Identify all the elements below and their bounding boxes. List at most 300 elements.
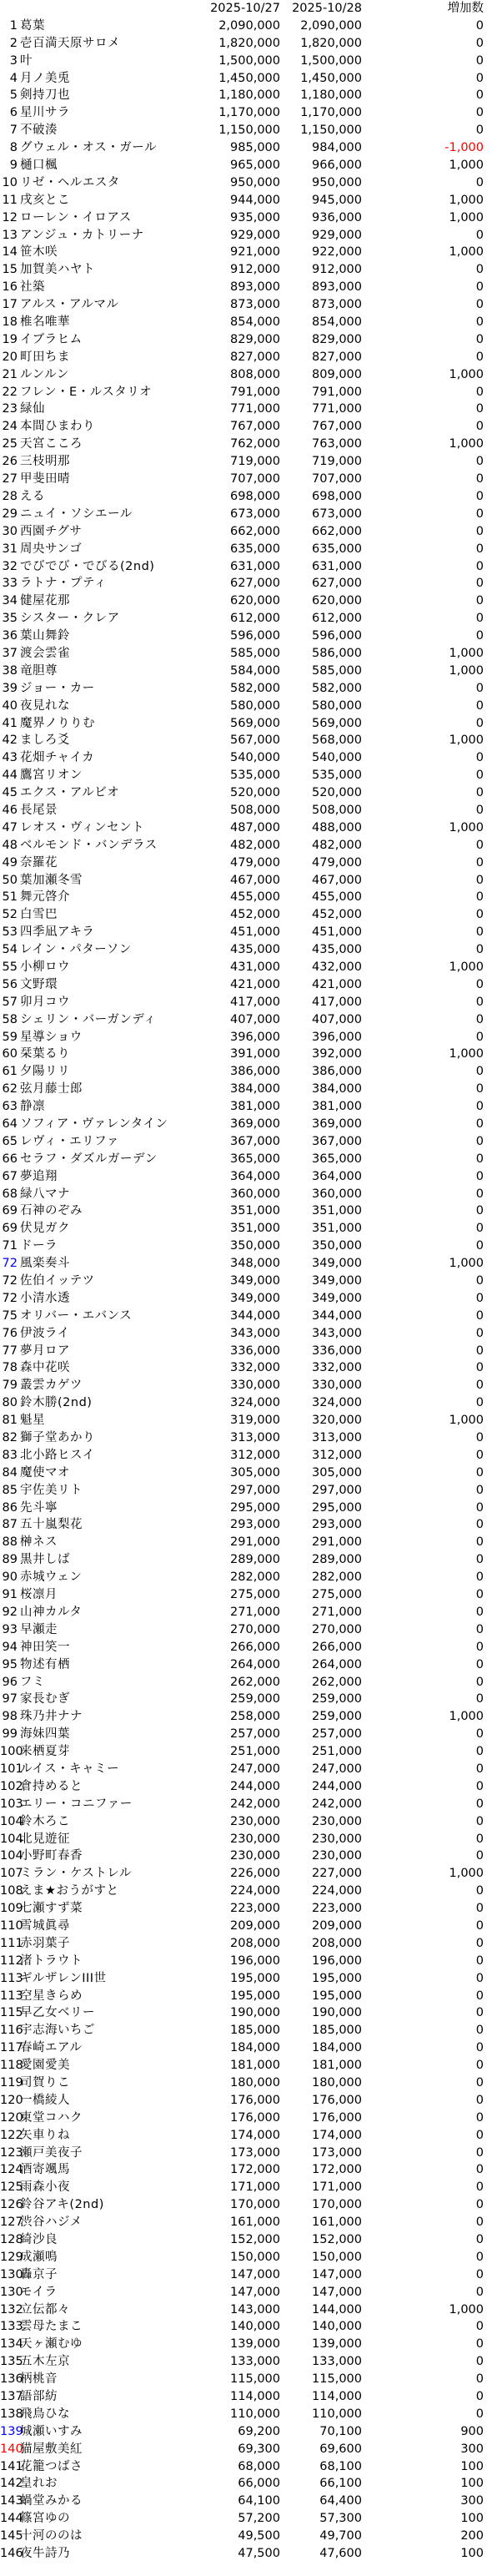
name-cell: 皇れお	[20, 2477, 58, 2491]
value-date-1-cell: 196,000	[230, 1953, 280, 1968]
name-cell: 愛園愛美	[20, 2059, 70, 2073]
table-row	[0, 1116, 492, 1133]
value-date-2-cell: 452,000	[312, 908, 362, 922]
increase-cell: 0	[475, 1953, 484, 1968]
table-row	[0, 1761, 492, 1778]
table-row	[0, 802, 492, 819]
rank-cell: 11	[2, 193, 18, 207]
name-cell: 北小路ヒスイ	[20, 1448, 95, 1462]
rank-cell: 12	[2, 210, 18, 224]
table-row	[0, 296, 492, 314]
value-date-2-cell: 293,000	[312, 1518, 362, 1532]
name-cell: ドーラ	[20, 1239, 58, 1253]
value-date-1-cell: 569,000	[230, 716, 280, 730]
name-cell: 渋谷ハジメ	[20, 2216, 83, 2230]
increase-cell: 0	[475, 2145, 484, 2160]
value-date-1-cell: 1,450,000	[218, 71, 280, 85]
value-date-1-cell: 944,000	[230, 193, 280, 207]
value-date-2-cell: 161,000	[312, 2216, 362, 2230]
value-date-2-cell: 612,000	[312, 612, 362, 626]
rank-cell: 119	[0, 2075, 23, 2090]
rank-cell: 36	[2, 629, 18, 643]
table-row	[0, 1813, 492, 1831]
rank-cell: 84	[2, 1465, 18, 1480]
value-date-1-cell: 698,000	[230, 489, 280, 503]
name-cell: ローレン・イロアス	[20, 210, 132, 224]
increase-cell: 0	[475, 124, 484, 138]
rank-cell: 53	[2, 925, 18, 940]
value-date-2-cell: 291,000	[312, 1535, 362, 1550]
table-row	[0, 2510, 492, 2528]
table-row	[0, 1202, 492, 1220]
increase-cell: 0	[475, 751, 484, 765]
rank-cell: 13	[2, 228, 18, 242]
value-date-2-cell: 144,000	[312, 2302, 362, 2316]
table-row	[0, 854, 492, 872]
rank-cell: 21	[2, 367, 18, 381]
increase-cell: 100	[460, 2547, 484, 2561]
name-cell: 宇佐美リト	[20, 1483, 83, 1497]
rank-cell: 102	[0, 1779, 23, 1793]
value-date-1-cell: 762,000	[230, 437, 280, 451]
rank-cell: 32	[2, 559, 18, 573]
rank-cell: 127	[0, 2216, 23, 2230]
name-cell: 黒井しば	[20, 1553, 70, 1567]
increase-cell: 0	[475, 1326, 484, 1340]
name-cell: 剣持刀也	[20, 88, 70, 103]
name-cell: 海妹四葉	[20, 1727, 70, 1742]
value-date-2-cell: 568,000	[312, 733, 362, 748]
increase-cell: 0	[475, 507, 484, 521]
rank-cell: 91	[2, 1588, 18, 1602]
table-row	[0, 2196, 492, 2214]
name-cell: 奈羅花	[20, 855, 58, 870]
value-date-2-cell: 133,000	[312, 2355, 362, 2369]
table-row	[0, 331, 492, 349]
rank-cell: 16	[2, 280, 18, 295]
increase-cell: 0	[475, 1500, 484, 1515]
increase-cell: 0	[475, 2233, 484, 2246]
value-date-1-cell: 295,000	[230, 1500, 280, 1515]
rank-cell: 136	[0, 2372, 23, 2387]
rank-cell: 142	[0, 2477, 23, 2491]
increase-cell: 1,000	[449, 210, 484, 224]
table-row	[0, 645, 492, 663]
table-row	[0, 1865, 492, 1883]
value-date-2-cell: 763,000	[312, 437, 362, 451]
table-row	[0, 261, 492, 279]
value-date-1-cell: 627,000	[230, 577, 280, 591]
name-cell: 空星きらめ	[20, 1989, 83, 2003]
table-row	[0, 1011, 492, 1029]
name-cell: レイン・パターソン	[20, 943, 132, 957]
rank-cell: 41	[2, 716, 18, 730]
increase-cell: 1,000	[449, 1414, 484, 1428]
table-row	[0, 1970, 492, 1988]
value-date-1-cell: 291,000	[230, 1535, 280, 1550]
name-cell: 鷹宮リオン	[20, 769, 83, 783]
increase-cell: 0	[475, 472, 484, 486]
rank-cell: 92	[2, 1605, 18, 1619]
name-cell: 天宮こころ	[20, 437, 83, 451]
value-date-2-cell: 172,000	[312, 2163, 362, 2177]
table-row	[0, 784, 492, 802]
increase-cell: 0	[475, 2320, 484, 2334]
value-date-1-cell: 185,000	[230, 2024, 280, 2038]
name-cell: イブラヒム	[20, 332, 83, 346]
value-date-2-cell: 421,000	[312, 977, 362, 991]
value-date-2-cell: 508,000	[312, 803, 362, 817]
increase-cell: 0	[475, 1030, 484, 1044]
value-date-2-cell: 47,600	[319, 2547, 362, 2561]
value-date-2-cell: 364,000	[312, 1169, 362, 1183]
rank-cell: 98	[2, 1710, 18, 1724]
rank-cell: 135	[0, 2355, 23, 2369]
value-date-1-cell: 147,000	[230, 2285, 280, 2299]
value-date-2-cell: 580,000	[312, 698, 362, 713]
table-row	[0, 2441, 492, 2458]
rank-cell: 103	[0, 1797, 23, 1811]
value-date-2-cell: 912,000	[312, 263, 362, 277]
table-row	[0, 2475, 492, 2493]
increase-cell: 0	[475, 1849, 484, 1863]
name-cell: レオス・ヴィンセント	[20, 820, 144, 834]
increase-cell: 0	[475, 298, 484, 312]
value-date-2-cell: 586,000	[312, 646, 362, 660]
name-cell: 四季凪アキラ	[20, 925, 95, 940]
increase-cell: 0	[475, 1640, 484, 1654]
value-date-2-cell: 351,000	[312, 1204, 362, 1218]
name-cell: 魔使マオ	[20, 1465, 70, 1480]
table-row	[0, 1534, 492, 1551]
increase-cell: 0	[475, 943, 484, 957]
value-date-2-cell: 209,000	[312, 1918, 362, 1933]
rank-cell: 71	[2, 1239, 18, 1253]
value-date-2-cell: 367,000	[312, 1134, 362, 1148]
name-cell: 柄桃音	[20, 2372, 58, 2387]
rank-cell: 58	[2, 1012, 18, 1026]
value-date-1-cell: 673,000	[230, 507, 280, 521]
table-row	[0, 1255, 492, 1273]
name-cell: 渚トラウト	[20, 1953, 83, 1968]
table-row	[0, 2039, 492, 2057]
name-cell: アンジュ・カトリーナ	[20, 228, 144, 242]
value-date-2-cell: 147,000	[312, 2285, 362, 2299]
name-cell: 赤城ウェン	[20, 1570, 83, 1585]
table-row	[0, 2388, 492, 2406]
increase-cell: 0	[475, 2059, 484, 2073]
rank-cell: 90	[2, 1570, 18, 1585]
value-date-1-cell: 344,000	[230, 1308, 280, 1323]
value-date-2-cell: 313,000	[312, 1431, 362, 1445]
increase-cell: 0	[475, 1588, 484, 1602]
table-row	[0, 2318, 492, 2336]
name-cell: 弦月藤士郎	[20, 1082, 83, 1096]
value-date-1-cell: 873,000	[230, 298, 280, 312]
value-date-2-cell: 479,000	[312, 855, 362, 870]
name-cell: 静凛	[20, 1100, 45, 1114]
value-date-1-cell: 935,000	[230, 210, 280, 224]
rank-cell: 28	[2, 489, 18, 503]
rank-cell: 39	[2, 681, 18, 695]
increase-cell: 0	[475, 2267, 484, 2281]
table-row	[0, 2336, 492, 2353]
header-row	[0, 0, 492, 18]
value-date-2-cell: 351,000	[312, 1222, 362, 1236]
value-date-2-cell: 582,000	[312, 681, 362, 695]
increase-cell: 0	[475, 559, 484, 573]
increase-cell: 100	[460, 2477, 484, 2491]
increase-cell: 0	[475, 1065, 484, 1079]
table-row	[0, 2371, 492, 2388]
table-row	[0, 1918, 492, 1935]
table-row	[0, 1796, 492, 1813]
table-row	[0, 122, 492, 139]
value-date-1-cell: 152,000	[230, 2233, 280, 2246]
increase-cell: 1,000	[449, 245, 484, 260]
name-cell: 戌亥とこ	[20, 193, 70, 207]
value-date-1-cell: 247,000	[230, 1762, 280, 1776]
increase-cell: 0	[475, 53, 484, 68]
increase-cell: 0	[475, 1797, 484, 1811]
table-row	[0, 209, 492, 227]
value-date-2-cell: 392,000	[312, 1047, 362, 1061]
table-row	[0, 819, 492, 837]
increase-cell: 1,000	[449, 2302, 484, 2316]
table-row	[0, 174, 492, 192]
name-cell: 魁星	[20, 1414, 45, 1428]
table-row	[0, 1186, 492, 1203]
rank-cell: 134	[0, 2337, 23, 2352]
value-date-2-cell: 242,000	[312, 1797, 362, 1811]
name-cell: 笹木咲	[20, 245, 58, 260]
rank-cell: 111	[0, 1936, 23, 1950]
value-date-1-cell: 336,000	[230, 1343, 280, 1358]
table-row	[0, 2022, 492, 2039]
increase-cell: 0	[475, 1936, 484, 1950]
rank-cell: 20	[2, 350, 18, 364]
name-cell: 榊ネス	[20, 1535, 58, 1550]
value-date-1-cell: 68,000	[238, 2459, 280, 2473]
rank-cell: 116	[0, 2024, 23, 2038]
increase-cell: 0	[475, 1274, 484, 1288]
name-cell: 天ヶ瀬むゆ	[20, 2337, 83, 2352]
name-cell: 山神カルタ	[20, 1605, 83, 1619]
increase-cell: 0	[475, 925, 484, 940]
name-cell: 家長むぎ	[20, 1692, 70, 1706]
increase-cell: 0	[475, 977, 484, 991]
increase-cell: 0	[475, 1814, 484, 1828]
increase-cell: 0	[475, 698, 484, 713]
value-date-2-cell: 176,000	[312, 2110, 362, 2125]
table-row	[0, 698, 492, 715]
increase-cell: 0	[475, 2093, 484, 2107]
increase-cell: 300	[460, 2442, 484, 2456]
name-cell: 星導ショウ	[20, 1030, 83, 1044]
value-date-1-cell: 631,000	[230, 559, 280, 573]
value-date-2-cell: 152,000	[312, 2233, 362, 2246]
value-date-2-cell: 381,000	[312, 1100, 362, 1114]
rank-cell: 30	[2, 524, 18, 538]
value-date-2-cell: 173,000	[312, 2145, 362, 2160]
value-date-1-cell: 209,000	[230, 1918, 280, 1933]
value-date-2-cell: 114,000	[312, 2390, 362, 2404]
table-row	[0, 976, 492, 994]
value-date-1-cell: 313,000	[230, 1431, 280, 1445]
name-cell: 矢車りね	[20, 2128, 70, 2142]
name-cell: 椎名唯華	[20, 315, 70, 330]
increase-cell: 0	[475, 1308, 484, 1323]
rank-cell: 107	[0, 1867, 23, 1881]
increase-cell: 0	[475, 385, 484, 399]
increase-cell: 0	[475, 402, 484, 416]
value-date-2-cell: 467,000	[312, 873, 362, 887]
value-date-1-cell: 350,000	[230, 1239, 280, 1253]
header-rank	[0, 0, 18, 18]
table-row	[0, 279, 492, 296]
table-row	[0, 959, 492, 976]
rank-cell: 122	[0, 2128, 23, 2142]
table-row	[0, 1883, 492, 1900]
increase-cell: 0	[475, 1570, 484, 1585]
name-cell: 夢追翔	[20, 1169, 58, 1183]
value-date-2-cell: 451,000	[312, 925, 362, 940]
table-row	[0, 53, 492, 70]
name-cell: 夜牛詩乃	[20, 2547, 70, 2561]
name-cell: ましろ爻	[20, 733, 70, 748]
rank-cell: 139	[0, 2424, 23, 2438]
name-cell: 周央サンゴ	[20, 542, 83, 556]
name-cell: ルンルン	[20, 367, 69, 381]
name-cell: 不破湊	[20, 124, 58, 138]
value-date-1-cell: 190,000	[230, 2006, 280, 2020]
increase-cell: 0	[475, 1779, 484, 1793]
value-date-2-cell: 349,000	[312, 1257, 362, 1271]
value-date-2-cell: 349,000	[312, 1274, 362, 1288]
value-date-2-cell: 312,000	[312, 1448, 362, 1462]
value-date-1-cell: 452,000	[230, 908, 280, 922]
increase-cell: 0	[475, 350, 484, 364]
name-cell: 蝸堂みかる	[20, 2494, 83, 2508]
rank-cell: 137	[0, 2390, 23, 2404]
table-row	[0, 1935, 492, 1953]
value-date-1-cell: 620,000	[230, 594, 280, 608]
increase-cell: 0	[475, 1187, 484, 1201]
value-date-2-cell: 1,500,000	[300, 53, 362, 68]
value-date-2-cell: 482,000	[312, 838, 362, 852]
table-row	[0, 35, 492, 53]
table-row	[0, 436, 492, 453]
table-row	[0, 575, 492, 592]
name-cell: でびでび・でびる(2nd)	[20, 559, 155, 573]
table-row	[0, 1412, 492, 1429]
rank-cell: 62	[2, 1082, 18, 1096]
increase-cell: 0	[475, 612, 484, 626]
increase-cell: 1,000	[449, 1867, 484, 1881]
value-date-1-cell: 332,000	[230, 1361, 280, 1375]
value-date-2-cell: 698,000	[312, 489, 362, 503]
table-row	[0, 192, 492, 209]
rank-cell: 46	[2, 803, 18, 817]
rank-cell: 77	[2, 1343, 18, 1358]
value-date-2-cell: 873,000	[312, 298, 362, 312]
name-cell: 東堂コハク	[20, 2110, 83, 2125]
name-cell: 風楽奏斗	[20, 1257, 70, 1271]
name-cell: 花畑チャイカ	[20, 751, 95, 765]
rank-cell: 79	[2, 1379, 18, 1393]
increase-cell: 200	[460, 2529, 484, 2543]
name-cell: 神田笑一	[20, 1640, 70, 1654]
value-date-1-cell: 479,000	[230, 855, 280, 870]
increase-cell: 0	[475, 594, 484, 608]
name-cell: ベルモンド・バンデラス	[20, 838, 158, 852]
increase-cell: -1,000	[444, 141, 484, 155]
value-date-1-cell: 133,000	[230, 2355, 280, 2369]
value-date-2-cell: 596,000	[312, 629, 362, 643]
table-row	[0, 453, 492, 471]
rank-cell: 3	[9, 53, 18, 68]
value-date-2-cell: 259,000	[312, 1710, 362, 1724]
rank-cell: 4	[9, 71, 18, 85]
increase-cell: 0	[475, 1727, 484, 1742]
value-date-1-cell: 584,000	[230, 663, 280, 678]
name-cell: 綺沙良	[20, 2233, 58, 2246]
value-date-1-cell: 351,000	[230, 1204, 280, 1218]
rank-cell: 25	[2, 437, 18, 451]
table-row	[0, 2353, 492, 2371]
table-row	[0, 1133, 492, 1151]
value-date-2-cell: 1,450,000	[300, 71, 362, 85]
increase-cell: 900	[460, 2424, 484, 2438]
name-cell: 瀬戸美夜子	[20, 2145, 83, 2160]
increase-cell: 0	[475, 908, 484, 922]
value-date-2-cell: 69,600	[319, 2442, 362, 2456]
value-date-2-cell: 190,000	[312, 2006, 362, 2020]
name-cell: 桜凛月	[20, 1588, 58, 1602]
value-date-2-cell: 176,000	[312, 2093, 362, 2107]
increase-cell: 0	[475, 1361, 484, 1375]
rank-cell: 9	[9, 159, 18, 173]
value-date-1-cell: 365,000	[230, 1152, 280, 1166]
rank-cell: 124	[0, 2163, 23, 2177]
increase-cell: 0	[475, 1239, 484, 1253]
table-row	[0, 994, 492, 1011]
value-date-1-cell: 580,000	[230, 698, 280, 713]
name-cell: 来栖夏芽	[20, 1745, 70, 1759]
rank-cell: 5	[9, 88, 18, 103]
table-row	[0, 1516, 492, 1534]
rank-cell: 120	[0, 2110, 23, 2125]
increase-cell: 0	[475, 2110, 484, 2125]
name-cell: 先斗寧	[20, 1500, 58, 1515]
increase-cell: 0	[475, 1379, 484, 1393]
value-date-1-cell: 367,000	[230, 1134, 280, 1148]
value-date-2-cell: 569,000	[312, 716, 362, 730]
name-cell: 伏見ガク	[20, 1222, 70, 1236]
value-date-1-cell: 585,000	[230, 646, 280, 660]
rank-cell: 59	[2, 1030, 18, 1044]
increase-cell: 0	[475, 2024, 484, 2038]
increase-cell: 0	[475, 228, 484, 242]
value-date-2-cell: 707,000	[312, 472, 362, 486]
name-cell: 石神のぞみ	[20, 1204, 83, 1218]
increase-cell: 0	[475, 489, 484, 503]
value-date-1-cell: 351,000	[230, 1222, 280, 1236]
rank-cell: 72	[2, 1274, 18, 1288]
value-date-1-cell: 172,000	[230, 2163, 280, 2177]
rank-cell: 101	[0, 1762, 23, 1776]
name-cell: 城瀬いすみ	[20, 2424, 83, 2438]
